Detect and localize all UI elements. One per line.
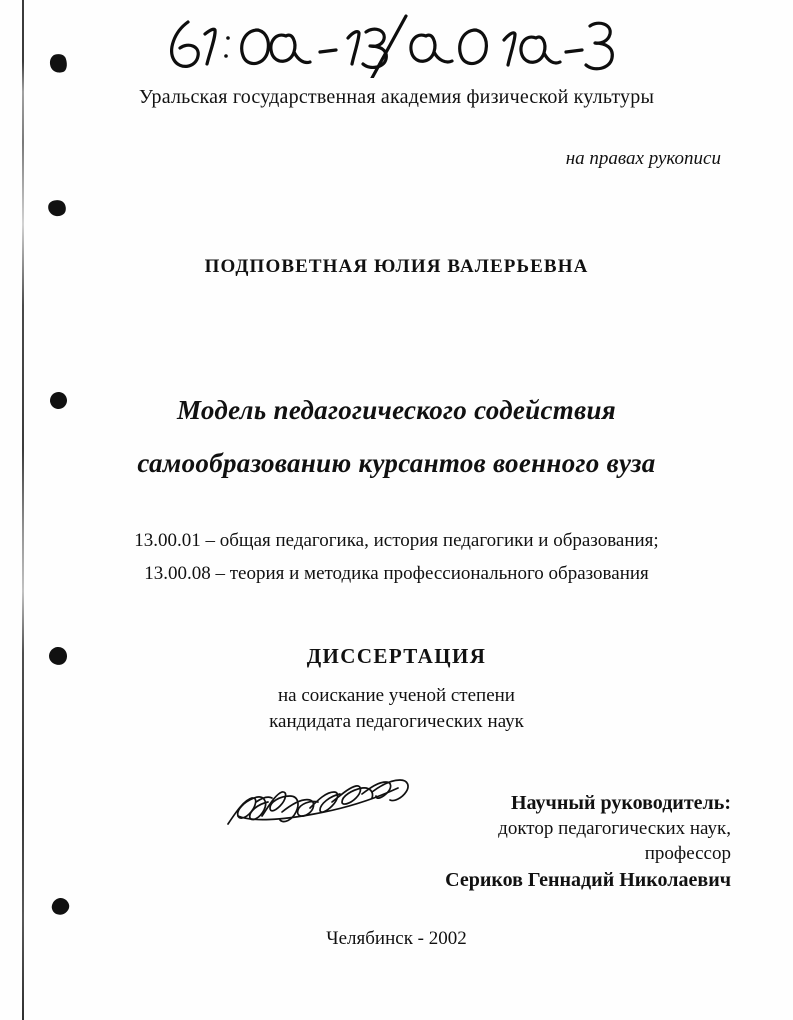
degree-block xyxy=(0,644,793,734)
title-line-1: Модель педагогического содействия xyxy=(177,395,616,425)
dissertation-title xyxy=(70,384,723,489)
hole-punch-mark xyxy=(47,198,68,217)
supervisor-name: Сериков Геннадий Николаевич xyxy=(445,868,731,891)
hole-punch-mark xyxy=(47,52,69,75)
hole-punch-mark xyxy=(49,391,68,410)
supervisor-rank: профессор xyxy=(644,843,731,865)
institution-name: Уральская государственная академия физической культуры xyxy=(138,86,655,108)
specialty-line-2: 13.00.08 – теория и методика профессионального образования xyxy=(144,563,649,585)
supervisor-degree: доктор педагогических наук, xyxy=(498,818,731,840)
author-name: ПОДПОВЕТНАЯ ЮЛИЯ ВАЛЕРЬЕВНА xyxy=(204,256,589,277)
degree-purpose-line-2: кандидата педагогических наук xyxy=(269,710,524,732)
handwritten-archive-number xyxy=(158,8,618,78)
specialty-codes xyxy=(0,524,793,591)
document-type-heading: ДИССЕРТАЦИЯ xyxy=(306,644,487,668)
hole-punch-mark xyxy=(50,896,72,918)
degree-purpose-line-1: на соискание ученой степени xyxy=(278,685,515,706)
supervisor-label: Научный руководитель: xyxy=(511,792,731,814)
manuscript-rights-note: на правах рукописи xyxy=(565,148,721,169)
supervisor-block xyxy=(0,790,731,893)
specialty-line-1: 13.00.01 – общая педагогика, история педагогики и образования; xyxy=(134,530,659,551)
title-line-2: самообразованию курсантов военного вуза xyxy=(137,447,656,478)
place-and-year: Челябинск - 2002 xyxy=(326,928,467,949)
degree-purpose xyxy=(0,683,793,734)
